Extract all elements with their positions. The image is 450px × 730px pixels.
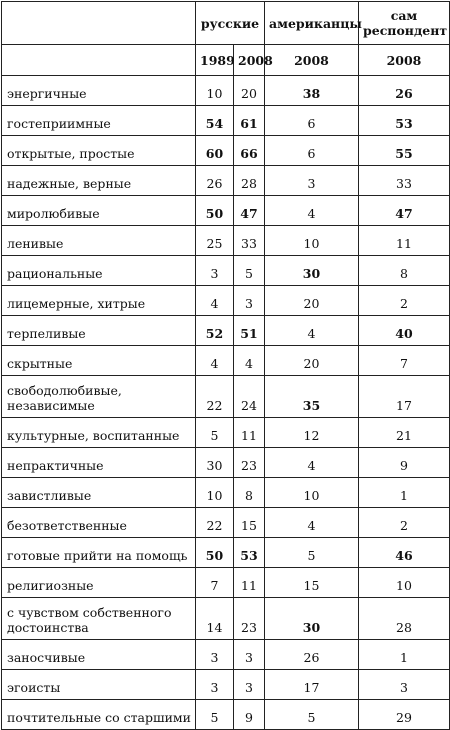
- trait-label: миролюбивые: [2, 196, 196, 226]
- value-americans-2008: 4: [265, 316, 359, 346]
- value-russians-2008: 51: [234, 316, 265, 346]
- trait-label: культурные, воспитанные: [2, 418, 196, 448]
- table-row: [2, 286, 450, 316]
- value-respondent-2008: 29: [359, 700, 450, 730]
- survey-table: [1, 1, 450, 730]
- trait-label: почтительные со старшими: [2, 700, 196, 730]
- value-americans-2008: 20: [265, 346, 359, 376]
- value-russians-2008: 47: [234, 196, 265, 226]
- table-row: [2, 700, 450, 730]
- value-russians-2008: 24: [234, 376, 265, 418]
- table-row: [2, 508, 450, 538]
- value-russians-2008: 53: [234, 538, 265, 568]
- value-russians-2008: 33: [234, 226, 265, 256]
- header-respondent: сам респондент: [359, 2, 450, 45]
- trait-label: надежные, верные: [2, 166, 196, 196]
- value-americans-2008: 6: [265, 136, 359, 166]
- value-respondent-2008: 40: [359, 316, 450, 346]
- value-respondent-2008: 2: [359, 286, 450, 316]
- value-russians-2008: 61: [234, 106, 265, 136]
- trait-label: свободолюбивые, независимые: [2, 376, 196, 418]
- value-respondent-2008: 2: [359, 508, 450, 538]
- trait-label: рациональные: [2, 256, 196, 286]
- header-year-2008-respondent: 2008: [359, 45, 450, 76]
- value-respondent-2008: 46: [359, 538, 450, 568]
- table-row: [2, 538, 450, 568]
- value-americans-2008: 5: [265, 700, 359, 730]
- value-americans-2008: 20: [265, 286, 359, 316]
- header-russians: русские: [196, 2, 265, 45]
- table-row: [2, 256, 450, 286]
- trait-label: гостеприимные: [2, 106, 196, 136]
- value-respondent-2008: 47: [359, 196, 450, 226]
- value-russians-1989: 52: [196, 316, 234, 346]
- value-russians-2008: 20: [234, 76, 265, 106]
- value-russians-2008: 4: [234, 346, 265, 376]
- trait-label: религиозные: [2, 568, 196, 598]
- value-russians-1989: 50: [196, 196, 234, 226]
- value-russians-1989: 50: [196, 538, 234, 568]
- table-row: [2, 568, 450, 598]
- value-respondent-2008: 10: [359, 568, 450, 598]
- table-row: [2, 106, 450, 136]
- value-russians-2008: 11: [234, 568, 265, 598]
- value-russians-1989: 25: [196, 226, 234, 256]
- value-russians-1989: 10: [196, 478, 234, 508]
- value-russians-1989: 30: [196, 448, 234, 478]
- value-americans-2008: 5: [265, 538, 359, 568]
- value-respondent-2008: 9: [359, 448, 450, 478]
- value-respondent-2008: 26: [359, 76, 450, 106]
- value-americans-2008: 4: [265, 508, 359, 538]
- trait-label: с чувством собственного достоинства: [2, 598, 196, 640]
- table-row: [2, 136, 450, 166]
- value-respondent-2008: 17: [359, 376, 450, 418]
- table-row: [2, 346, 450, 376]
- value-russians-1989: 22: [196, 508, 234, 538]
- value-respondent-2008: 3: [359, 670, 450, 700]
- trait-label: непрактичные: [2, 448, 196, 478]
- value-russians-1989: 4: [196, 286, 234, 316]
- trait-label: завистливые: [2, 478, 196, 508]
- value-respondent-2008: 28: [359, 598, 450, 640]
- header-americans: американцы: [265, 2, 359, 45]
- trait-label: ленивые: [2, 226, 196, 256]
- value-russians-2008: 23: [234, 598, 265, 640]
- value-respondent-2008: 8: [359, 256, 450, 286]
- table-row: [2, 418, 450, 448]
- value-respondent-2008: 1: [359, 478, 450, 508]
- value-russians-2008: 15: [234, 508, 265, 538]
- table-row: [2, 166, 450, 196]
- value-respondent-2008: 11: [359, 226, 450, 256]
- header-row-years: [2, 45, 450, 76]
- value-russians-1989: 5: [196, 700, 234, 730]
- table-body: [2, 76, 450, 730]
- trait-label: скрытные: [2, 346, 196, 376]
- value-americans-2008: 4: [265, 196, 359, 226]
- value-russians-1989: 60: [196, 136, 234, 166]
- value-americans-2008: 38: [265, 76, 359, 106]
- table-row: [2, 226, 450, 256]
- value-russians-2008: 5: [234, 256, 265, 286]
- header-corner-cell: [2, 2, 196, 45]
- value-americans-2008: 26: [265, 640, 359, 670]
- table-row: [2, 670, 450, 700]
- value-russians-2008: 28: [234, 166, 265, 196]
- value-respondent-2008: 33: [359, 166, 450, 196]
- value-americans-2008: 6: [265, 106, 359, 136]
- value-russians-1989: 26: [196, 166, 234, 196]
- value-respondent-2008: 21: [359, 418, 450, 448]
- value-americans-2008: 10: [265, 478, 359, 508]
- value-russians-1989: 54: [196, 106, 234, 136]
- value-russians-2008: 23: [234, 448, 265, 478]
- table-row: [2, 448, 450, 478]
- value-russians-1989: 5: [196, 418, 234, 448]
- header-year-1989: 1989: [196, 45, 234, 76]
- trait-label: эгоисты: [2, 670, 196, 700]
- value-russians-2008: 11: [234, 418, 265, 448]
- value-russians-1989: 4: [196, 346, 234, 376]
- header-year-2008-russians: 2008: [234, 45, 265, 76]
- value-russians-1989: 3: [196, 670, 234, 700]
- table-row: [2, 598, 450, 640]
- value-russians-2008: 3: [234, 286, 265, 316]
- table-row: [2, 76, 450, 106]
- value-americans-2008: 15: [265, 568, 359, 598]
- table-row: [2, 478, 450, 508]
- value-russians-2008: 66: [234, 136, 265, 166]
- table-row: [2, 376, 450, 418]
- value-respondent-2008: 53: [359, 106, 450, 136]
- value-russians-1989: 3: [196, 256, 234, 286]
- value-americans-2008: 12: [265, 418, 359, 448]
- value-respondent-2008: 55: [359, 136, 450, 166]
- trait-label: энергичные: [2, 76, 196, 106]
- trait-label: терпеливые: [2, 316, 196, 346]
- value-americans-2008: 30: [265, 598, 359, 640]
- value-russians-1989: 10: [196, 76, 234, 106]
- value-russians-2008: 3: [234, 640, 265, 670]
- value-russians-2008: 3: [234, 670, 265, 700]
- header-row-groups: [2, 2, 450, 45]
- trait-label: открытые, простые: [2, 136, 196, 166]
- value-americans-2008: 4: [265, 448, 359, 478]
- value-russians-1989: 22: [196, 376, 234, 418]
- trait-label: готовые прийти на помощь: [2, 538, 196, 568]
- table-row: [2, 196, 450, 226]
- value-americans-2008: 10: [265, 226, 359, 256]
- value-russians-1989: 7: [196, 568, 234, 598]
- value-respondent-2008: 1: [359, 640, 450, 670]
- value-americans-2008: 17: [265, 670, 359, 700]
- value-americans-2008: 30: [265, 256, 359, 286]
- value-russians-1989: 3: [196, 640, 234, 670]
- trait-label: лицемерные, хитрые: [2, 286, 196, 316]
- header-year-2008-americans: 2008: [265, 45, 359, 76]
- value-americans-2008: 3: [265, 166, 359, 196]
- table-row: [2, 640, 450, 670]
- value-respondent-2008: 7: [359, 346, 450, 376]
- value-russians-1989: 14: [196, 598, 234, 640]
- value-russians-2008: 9: [234, 700, 265, 730]
- value-americans-2008: 35: [265, 376, 359, 418]
- trait-label: безответственные: [2, 508, 196, 538]
- header-year-blank: [2, 45, 196, 76]
- trait-label: заносчивые: [2, 640, 196, 670]
- value-russians-2008: 8: [234, 478, 265, 508]
- table-row: [2, 316, 450, 346]
